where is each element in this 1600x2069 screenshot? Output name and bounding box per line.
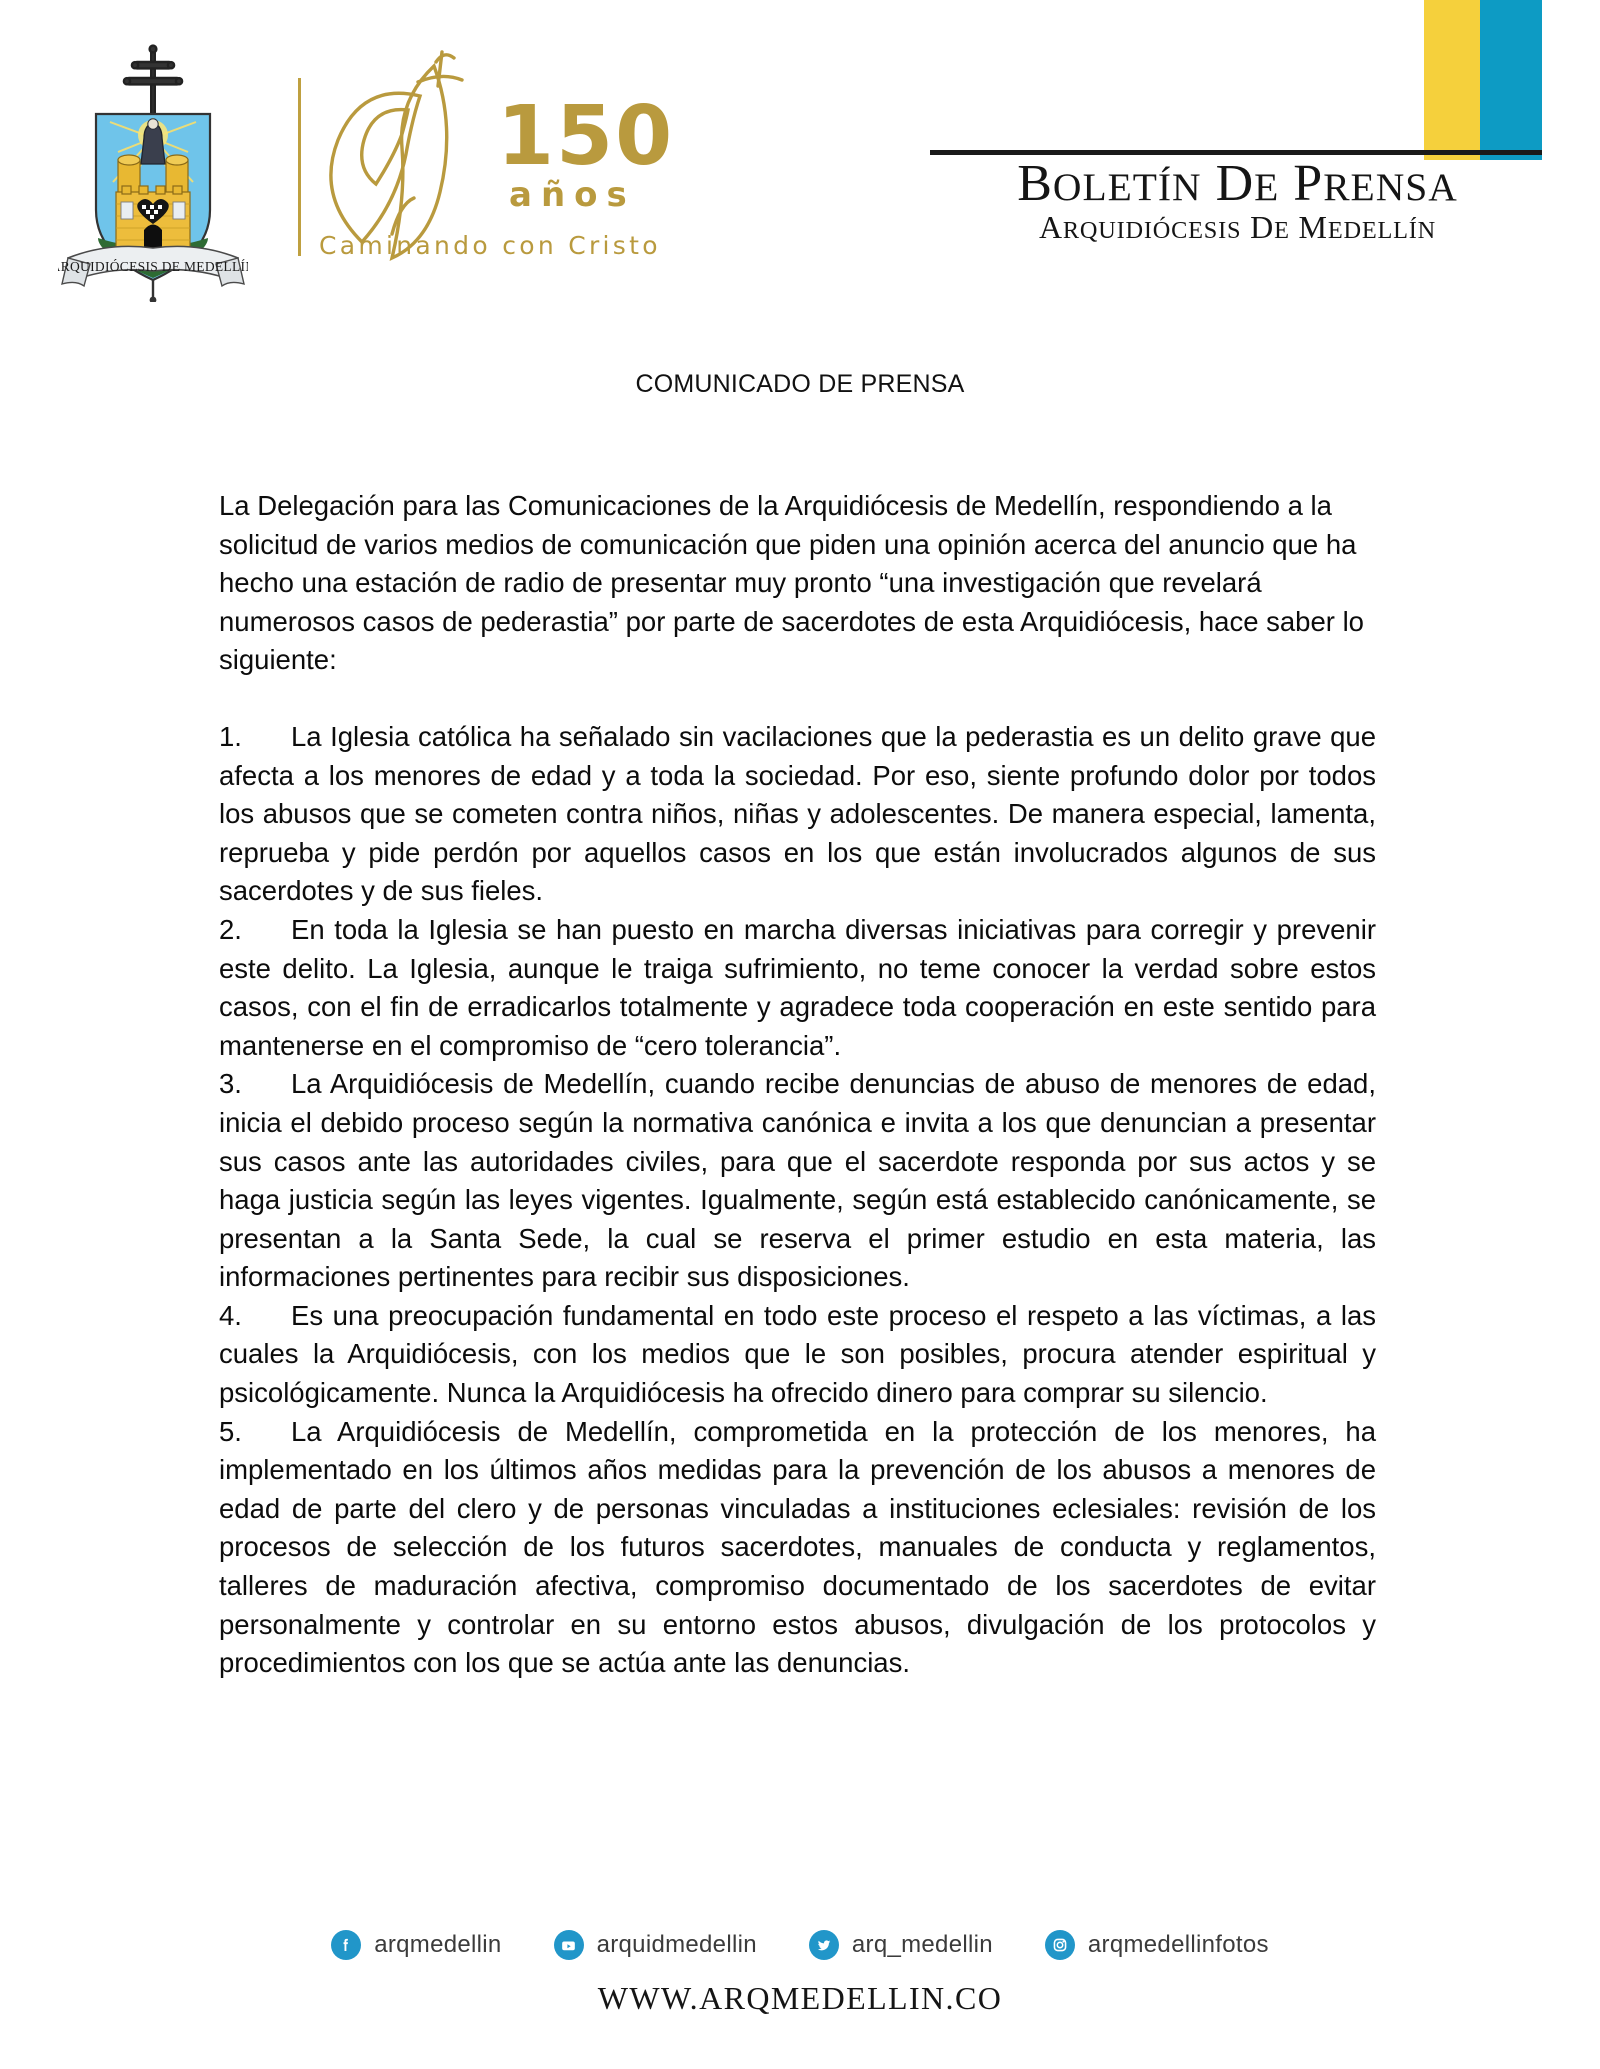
list-item-2 [219,911,1376,1065]
anniversary-tagline: Caminando con Cristo [319,231,661,260]
masthead-sub-rquidiocesis: RQUIDIÓCESIS [1062,217,1242,245]
masthead-sub-edellin: EDELLÍN [1327,217,1437,245]
list-item-5 [219,1413,1376,1683]
instagram-icon[interactable] [1045,1930,1075,1960]
social-link-youtube[interactable] [554,1930,757,1960]
list-item-3 [219,1065,1376,1297]
masthead-title [930,157,1545,210]
anniversary-unit: años [509,175,636,215]
list-item-3-text: La Arquidiócesis de Medellín, cuando recibe denuncias de abuso de menores de edad, inicia el debido proceso según la normativa canónica e invita a los que denuncian a presentar sus casos ante las autoridades civiles, para que el sacerdote responda por sus actos y se haga justicia según las leyes vigentes. Igualmente, según está establecido canónicamente, se presentan a la Santa Sede, la cual se reserva el primer estudio en esta materia, las informaciones pertinentes para recibir sus disposiciones. [219,1068,1376,1293]
document-body [219,487,1376,1683]
masthead-sub-d: D [1250,209,1275,246]
flag-color-bars [1424,0,1542,160]
list-item-3-number: 3. [219,1068,242,1100]
masthead-subtitle [930,211,1545,245]
header-divider [298,78,301,256]
list-item-5-text: La Arquidiócesis de Medellín, comprometida en la protección de los menores, ha implementado en los últimos años medidas para la prevención de los abusos a menores de edad de parte del clero y de personas vinculadas a instituciones eclesiales: revisión de los procesos de selección de los futuros sacerdotes, manuales de conducta y reglamentos, talleres de maduración afectiva, compromiso documentado de los sacerdotes de evitar personalmente y controlar en su entorno estos abusos, divulgación de los protocolos y procedimientos con los que se actúa ante las denuncias. [219,1415,1376,1679]
social-links-row [0,1930,1600,1960]
document-header [0,0,1600,330]
paragraph-spacer [219,680,1376,718]
list-item-2-text: En toda la Iglesia se han puesto en marcha diversas iniciativas para corregir y prevenir este delito. La Iglesia, aunque le traiga sufrimiento, no teme conocer la verdad sobre estos casos, con el fin de erradicarlos totalmente y agradece toda cooperación en este sentido para mantenerse en el compromiso de “cero tolerancia”. [219,913,1376,1061]
anniversary-number: 150 [497,89,675,184]
page-title: COMUNICADO DE PRENSA [635,370,965,398]
youtube-icon[interactable] [554,1930,584,1960]
masthead-sub-e: E [1274,217,1290,245]
flag-bar-blue [1480,0,1542,160]
masthead-title-d: D [1215,155,1255,212]
crest-motto-text: ARQUIDIÓCESIS DE MEDELLÍN [58,259,248,274]
list-item-4-text: Es una preocupación fundamental en todo este proceso el respeto a las víctimas, a las cuales la Arquidiócesis, con los medios que le son posibles, procura atender espiritual y psicológicamente. Nunca la Arquidiócesis ha ofrecido dinero para comprar su silencio. [219,1299,1376,1409]
masthead-sub-a: A [1038,209,1063,246]
facebook-icon[interactable] [331,1930,361,1960]
lead-paragraph: La Delegación para las Comunicaciones de la Arquidiócesis de Medellín, respondiendo a la solicitud de varios medios de comunicación que piden una opinión acerca del anuncio que ha hecho una estación de radio de presentar muy pronto “una investigación que revelará numerosos casos de pederastia” por parte de sacerdotes de esta Arquidiócesis, hace saber lo siguiente: [219,490,1364,676]
social-handle-youtube: arquidmedellin [596,1931,757,1958]
masthead-title-rensa: RENSA [1323,165,1458,209]
social-link-instagram[interactable] [1045,1930,1269,1960]
social-handle-instagram: arqmedellinfotos [1087,1931,1269,1958]
list-item-1-text: La Iglesia católica ha señalado sin vacilaciones que la pederastia es un delito grave que afecta a los menores de edad y a toda la sociedad. Por eso, siente profundo dolor por todos los abusos que se cometen contra niños, niñas y adolescentes. De manera especial, lamenta, reprueba y pide perdón por aquellos casos en los que están involucrados algunos de sus sacerdotes y de sus fieles. [219,720,1376,907]
social-link-facebook[interactable] [331,1930,501,1960]
masthead-sub-m: M [1298,209,1328,246]
archdiocese-coat-of-arms-icon [58,42,248,302]
list-item-5-number: 5. [219,1415,242,1447]
anniversary-logo [312,48,702,298]
social-handle-twitter: arq_medellin [851,1931,993,1958]
document-footer [0,1930,1600,2017]
website-url[interactable]: WWW.ARQMEDELLIN.CO [597,1980,1003,2016]
list-item-1 [219,718,1376,911]
twitter-icon[interactable] [809,1930,839,1960]
social-handle-facebook: arqmedellin [374,1931,502,1958]
list-item-4-number: 4. [219,1299,242,1331]
social-link-twitter[interactable] [809,1930,993,1960]
list-item-2-number: 2. [219,913,242,945]
masthead-title-e: E [1254,165,1280,209]
list-item-4 [219,1297,1376,1413]
masthead-title-oletin: OLETÍN [1052,165,1202,209]
masthead-title-p: P [1293,155,1324,212]
masthead [930,150,1545,245]
masthead-title-b: B [1017,155,1053,212]
flag-bar-yellow [1424,0,1480,160]
list-item-1-number: 1. [219,720,242,752]
